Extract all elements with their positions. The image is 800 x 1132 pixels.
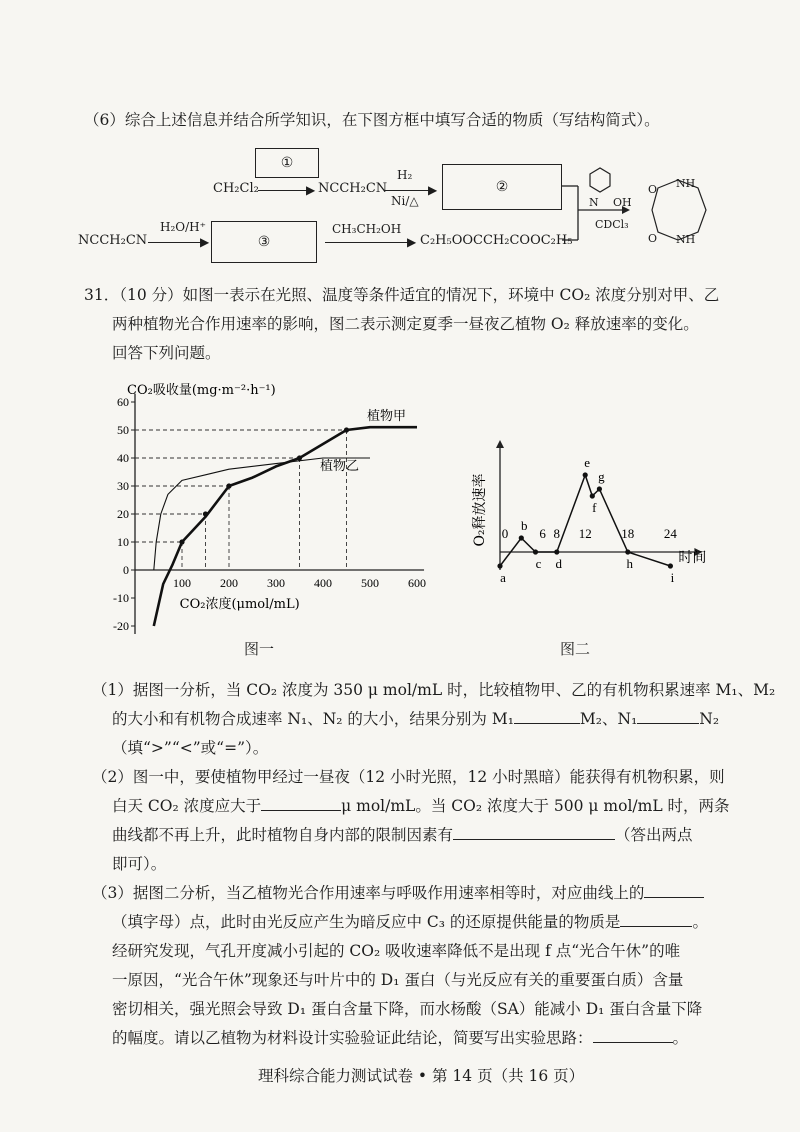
q2-line3-b: （答出两点 [615, 826, 693, 844]
reactant-ch2cl2: CH₂Cl₂ [213, 181, 259, 196]
fig1-y-tick-label: 0 [123, 563, 129, 577]
reagent-h2: H₂ [397, 168, 413, 182]
q2-line1: （2）图一中，要使植物甲经过一昼夜（12 小时光照，12 小时黑暗）能获得有机物积累，则 [92, 768, 725, 786]
fig1-y-tick-label: -20 [113, 619, 129, 633]
reagent-cdcl3: CDCl₃ [595, 218, 629, 231]
q3-line6-a: 的幅度。请以乙植物为材料设计实验验证此结论，简要写出实验思路： [112, 1029, 593, 1047]
fig2-point-label: e [584, 455, 591, 470]
q1-line2 [112, 707, 719, 729]
blank-n[interactable] [637, 707, 699, 724]
amide-nh-bottom [676, 233, 695, 246]
figure-2-caption: 图二 [560, 640, 591, 658]
fig2-point-label: f [592, 500, 597, 515]
fig1-y-tick-label: 50 [117, 423, 129, 437]
fig2-point-i [668, 563, 673, 568]
fig1-y-tick-label: 20 [117, 507, 129, 521]
fig2-point-label: a [500, 570, 506, 585]
q3-line1-a: （3）据图二分析，当乙植物光合作用速率与呼吸作用速率相等时，对应曲线上的 [92, 884, 645, 902]
fig2-point-h [625, 549, 630, 554]
amide-nh-top [676, 177, 695, 190]
q2-line4: 即可）。 [112, 855, 167, 873]
blank-m[interactable] [514, 707, 580, 724]
fig2-x-tick-label: 12 [578, 526, 592, 541]
q3-line2-a: （填字母）点，此时由光反应产生为暗反应中 C₃ 的还原提供能量的物质是 [112, 913, 621, 931]
arrow-1 [258, 190, 310, 191]
q1-line2-b: M₂、N₁ [579, 710, 638, 728]
q31-title-line2: 两种植物光合作用速率的影响，图二表示测定夏季一昼夜乙植物 O₂ 释放速率的变化。 [112, 315, 699, 333]
q2-line3-a: 曲线都不再上升，此时植物自身内部的限制因素有 [112, 826, 454, 844]
fig2-point-label: d [555, 556, 563, 571]
blank-energy-substance[interactable] [620, 910, 692, 927]
reactant-nccch2cn-2: NCCH₂CN [78, 233, 148, 248]
reagent-ethanol: CH₃CH₂OH [332, 222, 402, 236]
fig1-x-tick-label: 400 [314, 576, 332, 590]
fig1-y-tick-label: 60 [117, 395, 129, 409]
fig2-point-a [497, 563, 502, 568]
fig1-x-tick-label: 300 [267, 576, 285, 590]
fig2-y-arrow [496, 440, 504, 448]
q1-line2-a: 的大小和有机物合成速率 N₁、N₂ 的大小，结果分别为 M₁ [112, 710, 514, 728]
fig2-point-label: b [521, 518, 528, 533]
fig2-point-g [597, 486, 602, 491]
q6-text: （6）综合上述信息并结合所学知识，在下图方框中填写合适的物质（写结构简式）。 [84, 111, 660, 129]
blank-co2-threshold[interactable] [261, 794, 341, 811]
arrow-2 [384, 190, 432, 191]
q31-title-line3: 回答下列问题。 [112, 344, 221, 362]
reagent-ni: Ni/△ [391, 194, 419, 208]
box-3-label: ③ [257, 234, 271, 250]
fig2-x-tick-label: 0 [501, 526, 509, 541]
answer-box-1 [255, 148, 319, 178]
fig2-point-b [519, 535, 524, 540]
product-nccch2cn: NCCH₂CN [318, 181, 388, 196]
blank-letter-points[interactable] [644, 881, 704, 898]
answer-box-3 [211, 221, 317, 263]
fig1-x-tick-label: 600 [408, 576, 426, 590]
q2-line2-b: μ mol/mL。当 CO₂ 浓度大于 500 μ mol/mL 时，两条 [341, 797, 730, 815]
fig2-point-label: i [670, 570, 675, 585]
fig2-point-label: h [626, 556, 634, 571]
q3-line5: 密切相关，强光照会导致 D₁ 蛋白含量下降，而水杨酸（SA）能减小 D₁ 蛋白含量下降 [112, 1000, 703, 1018]
pyridinone-n: N [589, 196, 599, 209]
fig1-series-label: 植物乙 [320, 459, 360, 474]
fig1-y-tick-label: 10 [117, 535, 129, 549]
q2-line2 [112, 794, 730, 816]
q3-line4: 一原因，“光合午休”现象还与叶片中的 D₁ 蛋白（与光反应有关的重要蛋白质）含量 [112, 971, 684, 989]
fig2-x-tick-label: 24 [663, 526, 677, 541]
q2-line2-a: 白天 CO₂ 浓度应大于 [112, 797, 262, 815]
q3-line2 [112, 910, 708, 932]
arrow-3-head: ▶ [200, 235, 210, 249]
figure-1-chart [70, 380, 426, 640]
fig2-point-c [533, 549, 538, 554]
fig2-x-tick-label: 18 [621, 526, 635, 541]
box-2-label: ② [495, 179, 509, 195]
arrow-3 [148, 242, 204, 243]
reagent-h2o: H₂O/H⁺ [160, 220, 206, 234]
fig2-point-label: g [598, 469, 605, 484]
fig1-x-tick-label: 500 [361, 576, 379, 590]
amide-h-bottom: H [685, 233, 696, 246]
carbonyl-o-bottom: O [648, 232, 658, 245]
q1-line3: （填“>”“<”或“=”）。 [112, 739, 269, 757]
q1-line2-c: N₂ [699, 710, 720, 728]
fig2-point-d [554, 549, 559, 554]
amide-n-bottom: N [676, 233, 686, 246]
blank-experiment-design[interactable] [593, 1026, 673, 1043]
pyridinone-oh: OH [613, 196, 632, 209]
fig2-point-f [590, 493, 595, 498]
fig2-point-label: c [535, 556, 542, 571]
q3-line2-b: 。 [692, 913, 708, 931]
q1-line1: （1）据图一分析，当 CO₂ 浓度为 350 μ mol/mL 时，比较植物甲、乙的有机物积累速率 M₁、M₂ [92, 681, 776, 699]
q3-line1 [92, 881, 704, 903]
fig1-series-label: 植物甲 [367, 409, 407, 425]
arrow-4 [325, 242, 411, 243]
fig1-y-tick-label: 30 [117, 479, 129, 493]
answer-box-2 [442, 164, 562, 210]
figure-2-chart [470, 440, 710, 600]
q3-line6 [112, 1026, 688, 1048]
fig1-y-tick-label: 40 [117, 451, 129, 465]
fig2-point-e [583, 472, 588, 477]
fig2-x-tick-label: 8 [553, 526, 561, 541]
amide-n-top: N [676, 177, 686, 190]
q3-line6-b: 。 [672, 1029, 689, 1047]
amide-h-top: H [685, 177, 696, 190]
blank-limiting-factors[interactable] [453, 823, 615, 840]
page-footer: 理科综合能力测试试卷 • 第 14 页（共 16 页） [258, 1067, 585, 1085]
fig2-y-label: O₂释放速率 [472, 473, 488, 547]
q3-line3: 经研究发现，气孔开度减小引起的 CO₂ 吸收速率降低不是出现 f 点“光合午休”的唯 [112, 942, 681, 960]
fig1-y-label: CO₂吸收量(mg·m⁻²·h⁻¹) [127, 383, 276, 398]
fig2-x-tick-label: 6 [539, 526, 546, 541]
fig1-x-tick-label: 200 [220, 576, 238, 590]
product-diethyl-malonate: C₂H₅OOCCH₂COOC₂H₅ [420, 233, 573, 248]
carbonyl-o-top: O [648, 183, 658, 196]
arrow-4-head: ▶ [407, 235, 417, 249]
fig1-x-label: CO₂浓度(μmol/mL) [179, 597, 300, 612]
arrow-2-head: ▶ [428, 183, 438, 197]
figure-1-caption: 图一 [244, 640, 275, 658]
arrow-1-head: ▶ [306, 183, 316, 197]
fig1-x-tick-label: 100 [173, 576, 191, 590]
fig2-x-label: 时间 [678, 550, 707, 566]
fig1-y-tick-label: -10 [113, 591, 129, 605]
box-1-label: ① [280, 155, 294, 171]
q31-title-line1: 31．（10 分）如图一表示在光照、温度等条件适宜的情况下，环境中 CO₂ 浓度分别对甲、乙 [84, 286, 720, 304]
q2-line3 [112, 823, 693, 845]
